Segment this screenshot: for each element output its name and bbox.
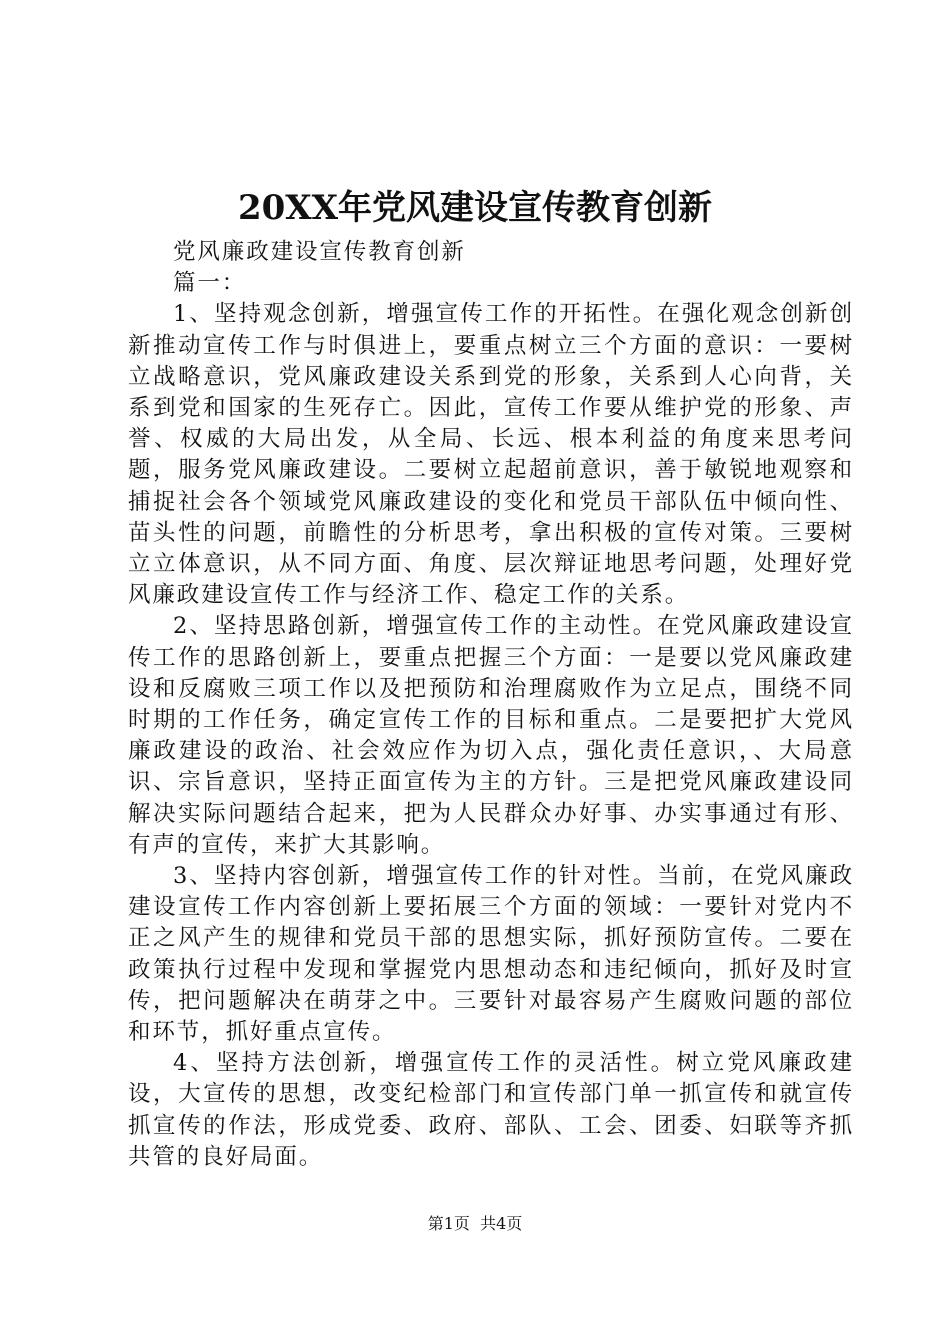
paragraph-3: 3、坚持内容创新，增强宣传工作的针对性。当前，在党风廉政建设宣传工作内容创新上要拓展三个方面的领域：一要针对党内不正之风产生的规律和党员干部的思想实际，抓好预防宣传。二要在政策执行过程中发现和掌握党内思想动态和违纪倾向，抓好及时宣传，把问题解决在萌芽之中。三要针对最容易产生腐败问题的部位和环节，抓好重点宣传。: [128, 863, 854, 1046]
footer-spacer: [470, 1214, 480, 1233]
page-number-current: 第1页: [427, 1214, 470, 1233]
paragraph-2: 2、坚持思路创新，增强宣传工作的主动性。在党风廉政建设宣传工作的思路创新上，要重点把握三个方面：一是要以党风廉政建设和反腐败三项工作以及把预防和治理腐败作为立足点，围绕不同时期的工作任务，确定宣传工作的目标和重点。二是要把扩大党风廉政建设的政治、社会效应作为切入点，强化责任意识，、大局意识、宗旨意识，坚持正面宣传为主的方针。三是把党风廉政建设同解决实际问题结合起来，把为人民群众办好事、办实事通过有形、有声的宣传，来扩大其影响。: [128, 613, 854, 858]
document-title: 20XX年党风建设宣传教育创新: [237, 188, 713, 228]
paragraph-1: 1、坚持观念创新，增强宣传工作的开拓性。在强化观念创新创新推动宣传工作与时俱进上，要重点树立三个方面的意识：一要树立战略意识，党风廉政建设关系到党的形象，关系到人心向背，关系到党和国家的生死存亡。因此，宣传工作要从维护党的形象、声誉、权威的大局出发，从全局、长远、根本利益的角度来思考问题，服务党风廉政建设。二要树立起超前意识，善于敏锐地观察和捕捉社会各个领域党风廉政建设的变化和党员干部队伍中倾向性、苗头性的问题，前瞻性的分析思考，拿出积极的宣传对策。三要树立立体意识，从不同方面、角度、层次辩证地思考问题，处理好党风廉政建设宣传工作与经济工作、稳定工作的关系。: [128, 301, 854, 609]
subtitle-line: 党风廉政建设宣传教育创新: [173, 239, 466, 265]
document-body: [128, 237, 854, 1173]
section-label: 篇一：: [173, 270, 247, 297]
page-footer: [0, 1213, 950, 1235]
page-number-total: 共4页: [480, 1214, 523, 1233]
paragraph-4: 4、坚持方法创新，增强宣传工作的灵活性。树立党风廉政建设，大宣传的思想，改变纪检部门和宣传部门单一抓宣传和就宣传抓宣传的作法，形成党委、政府、部队、工会、团委、妇联等齐抓共管的良好局面。: [128, 1050, 854, 1170]
